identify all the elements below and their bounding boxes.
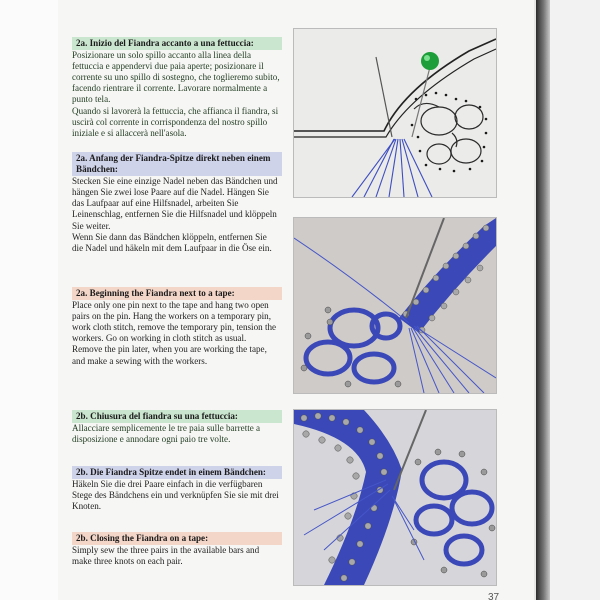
section-title: 2b. Die Fiandra Spitze endet in einem Bändchen:	[72, 466, 282, 479]
section-title: 2b. Chiusura del fiandra su una fettuccia:	[72, 410, 282, 423]
photo-closing-on-tape	[293, 409, 497, 586]
photo-workers-cloth-stitch	[293, 217, 497, 394]
section-title: 2a. Beginning the Fiandra next to a tape:	[72, 287, 282, 300]
section-2b-english	[72, 532, 282, 567]
section-body: Place only one pin next to the tape and hang two open pairs on the pin. Hang the workers on a temporary pin, work cloth stitch, remove the temporary pin, tension the workers. Go on working in cloth stitch as usual. Remove the pin later, when you are working the tape, and make a sewing with the workers.	[72, 300, 277, 366]
section-body: Simply sew the three pairs in the available bars and make three knots on each pair.	[72, 545, 260, 567]
section-body: Stecken Sie eine einzige Nadel neben das Bändchen und hängen Sie zwei lose Paare auf die Nadel. Hängen Sie das Laufpaar auf eine Hilfsnadel, arbeiten Sie Leinenschlag, entfernen Sie die Hilfsnadel und klöppeln Sie weiter. Wenn Sie dann das Bändchen klöppeln, entfernen Sie die Nadel und häkeln mit dem Laufpaar in die Öse ein.	[72, 176, 278, 253]
photo-pin-start-diagram	[293, 28, 497, 198]
section-body: Posizionare un solo spillo accanto alla linea della fettuccia e appendervi due paia aperte; posizionare il corrente su uno spillo di sostegno, che toglieremo subito, facendo rientrare il corrente. Lavorare normalmente a punto tela. Quando si lavorerà la fettuccia, che affianca il fiandra, si uscirà col corrente in corrispondenza del nostro spillo iniziale e si allaccerà nell'asola.	[72, 50, 280, 138]
section-title: 2a. Inizio del Fiandra accanto a una fettuccia:	[72, 37, 282, 50]
section-title: 2a. Anfang der Fiandra-Spitze direkt neben einem Bändchen:	[72, 152, 282, 176]
page-number: 37	[488, 592, 500, 603]
section-2a-italian	[72, 37, 282, 139]
section-2b-german	[72, 466, 282, 512]
section-2a-english	[72, 287, 282, 367]
right-margin	[550, 0, 600, 600]
section-2b-italian	[72, 410, 282, 445]
section-body: Allacciare semplicemente le tre paia sulle barrette a disposizione e annodare ogni paio tre volte.	[72, 423, 261, 445]
book-gutter	[536, 0, 550, 600]
section-body: Häkeln Sie die drei Paare einfach in die verfügbaren Stege des Bändchens ein und verknüpfen Sie sie mit drei Knoten.	[72, 479, 279, 512]
section-2a-german	[72, 152, 282, 254]
left-margin	[0, 0, 58, 600]
section-title: 2b. Closing the Fiandra on a tape:	[72, 532, 282, 545]
